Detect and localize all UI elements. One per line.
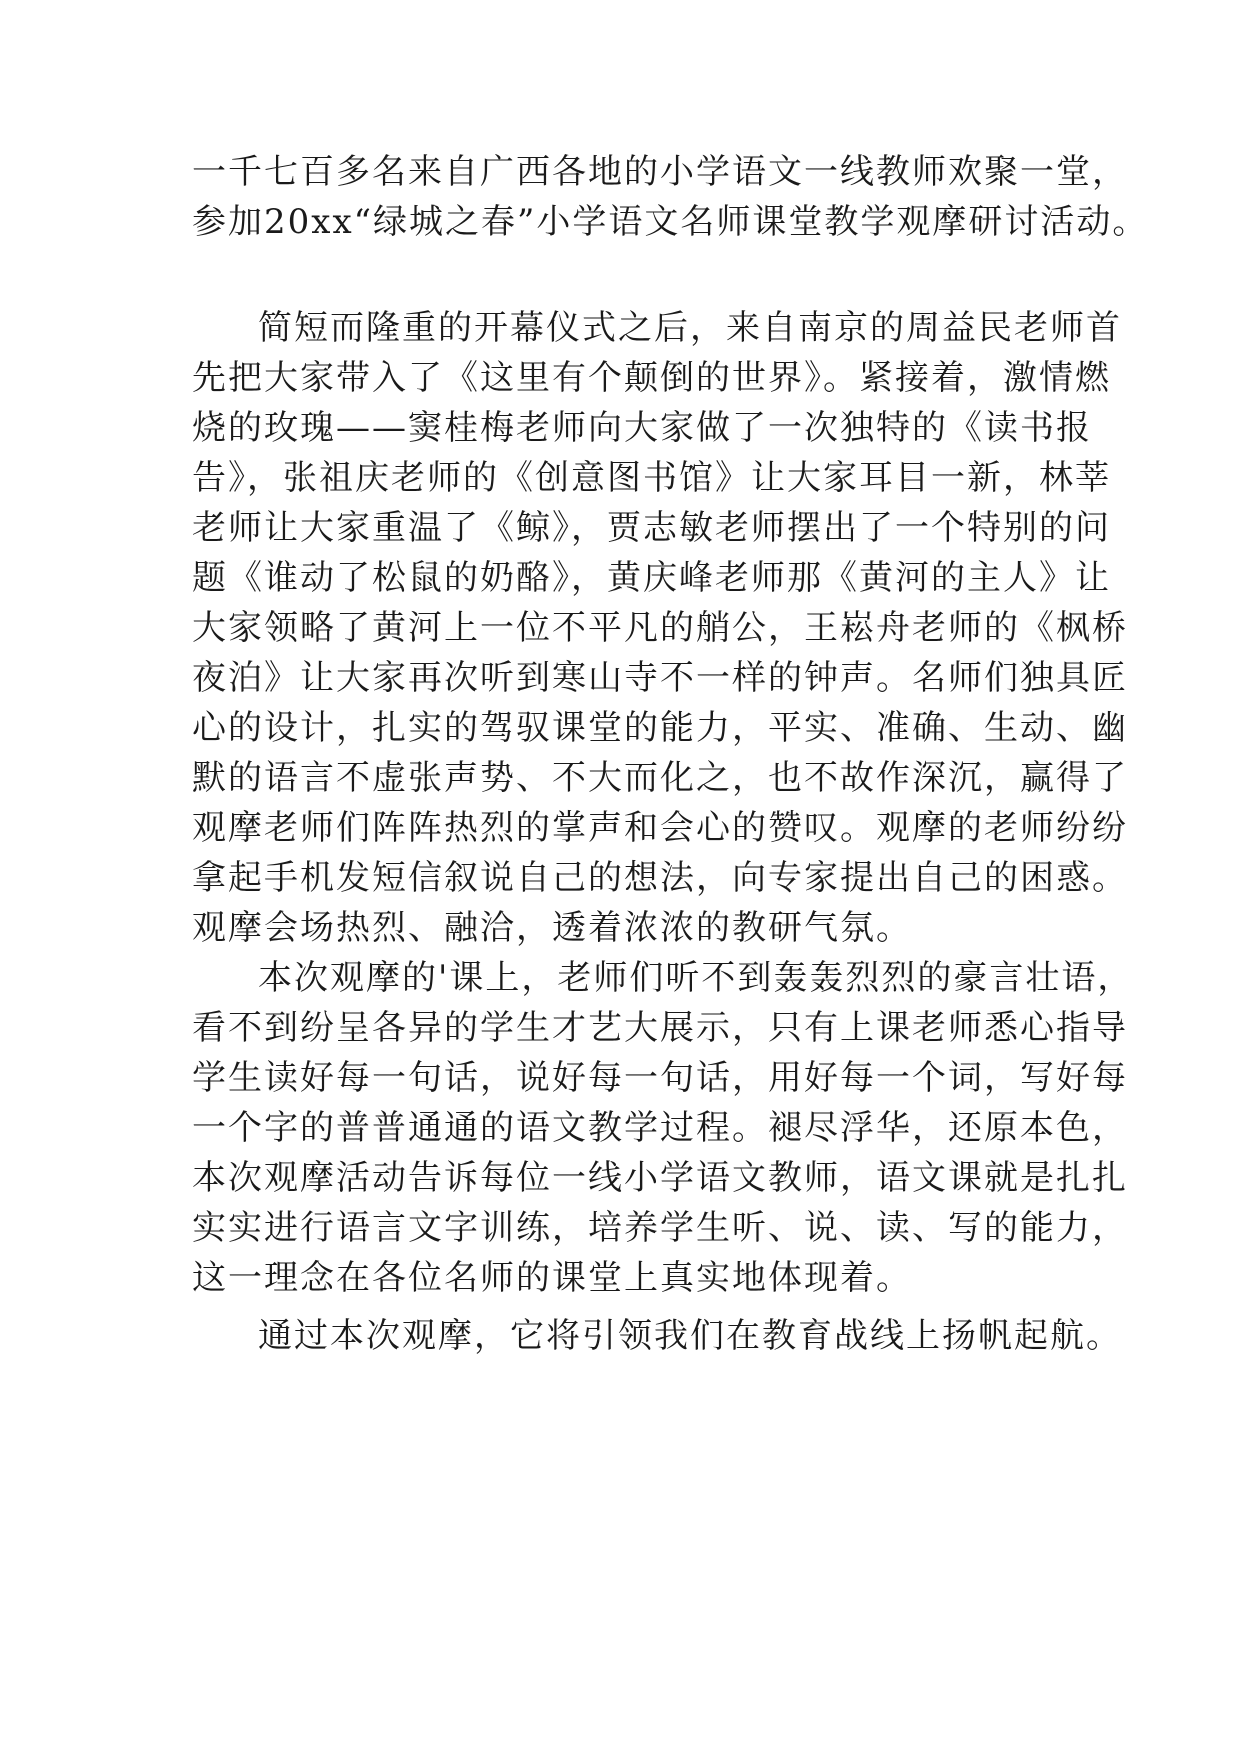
paragraph-1-line-1: 一千七百多名来自广西各地的小学语文一线教师欢聚一堂， bbox=[192, 152, 1128, 192]
paragraph-2-line-3: 烧的玫瑰——窦桂梅老师向大家做了一次独特的《读书报 bbox=[192, 408, 1092, 448]
paragraph-1-line-2: 参加20xx“绿城之春”小学语文名师课堂教学观摩研讨活动。 bbox=[192, 202, 1149, 242]
paragraph-2-line-6: 题《谁动了松鼠的奶酪》，黄庆峰老师那《黄河的主人》让 bbox=[192, 558, 1111, 598]
paragraph-3-line-4: 一个字的普普通通的语文教学过程。褪尽浮华，还原本色， bbox=[192, 1108, 1128, 1148]
paragraph-3-line-3: 学生读好每一句话，说好每一句话，用好每一个词，写好每 bbox=[192, 1058, 1128, 1098]
paragraph-2-line-1: 简短而隆重的开幕仪式之后，来自南京的周益民老师首 bbox=[258, 308, 1122, 348]
paragraph-2-line-2: 先把大家带入了《这里有个颠倒的世界》。紧接着，激情燃 bbox=[192, 358, 1111, 398]
paragraph-2-line-8: 夜泊》让大家再次听到寒山寺不一样的钟声。名师们独具匠 bbox=[192, 658, 1128, 698]
paragraph-2-line-9: 心的设计，扎实的驾驭课堂的能力，平实、准确、生动、幽 bbox=[192, 708, 1128, 748]
paragraph-2-line-4: 告》，张祖庆老师的《创意图书馆》让大家耳目一新，林莘 bbox=[192, 458, 1111, 498]
paragraph-4-line-1: 通过本次观摩，它将引领我们在教育战线上扬帆起航。 bbox=[258, 1316, 1122, 1356]
paragraph-3-line-6: 实实进行语言文字训练，培养学生听、说、读、写的能力， bbox=[192, 1208, 1128, 1248]
paragraph-3-line-7: 这一理念在各位名师的课堂上真实地体现着。 bbox=[192, 1258, 912, 1298]
paragraph-3-line-2: 看不到纷呈各异的学生才艺大展示，只有上课老师悉心指导 bbox=[192, 1008, 1128, 1048]
paragraph-2-line-7: 大家领略了黄河上一位不平凡的艄公，王崧舟老师的《枫桥 bbox=[192, 608, 1128, 648]
paragraph-2-line-10: 默的语言不虚张声势、不大而化之，也不故作深沉，赢得了 bbox=[192, 758, 1128, 798]
paragraph-3-line-1: 本次观摩的'课上，老师们听不到轰轰烈烈的豪言壮语， bbox=[258, 958, 1134, 998]
paragraph-2-line-5: 老师让大家重温了《鲸》，贾志敏老师摆出了一个特别的问 bbox=[192, 508, 1111, 548]
paragraph-2-line-12: 拿起手机发短信叙说自己的想法，向专家提出自己的困惑。 bbox=[192, 858, 1128, 898]
paragraph-2-line-13: 观摩会场热烈、融洽，透着浓浓的教研气氛。 bbox=[192, 908, 912, 948]
paragraph-2-line-11: 观摩老师们阵阵热烈的掌声和会心的赞叹。观摩的老师纷纷 bbox=[192, 808, 1128, 848]
paragraph-3-line-5: 本次观摩活动告诉每位一线小学语文教师，语文课就是扎扎 bbox=[192, 1158, 1128, 1198]
